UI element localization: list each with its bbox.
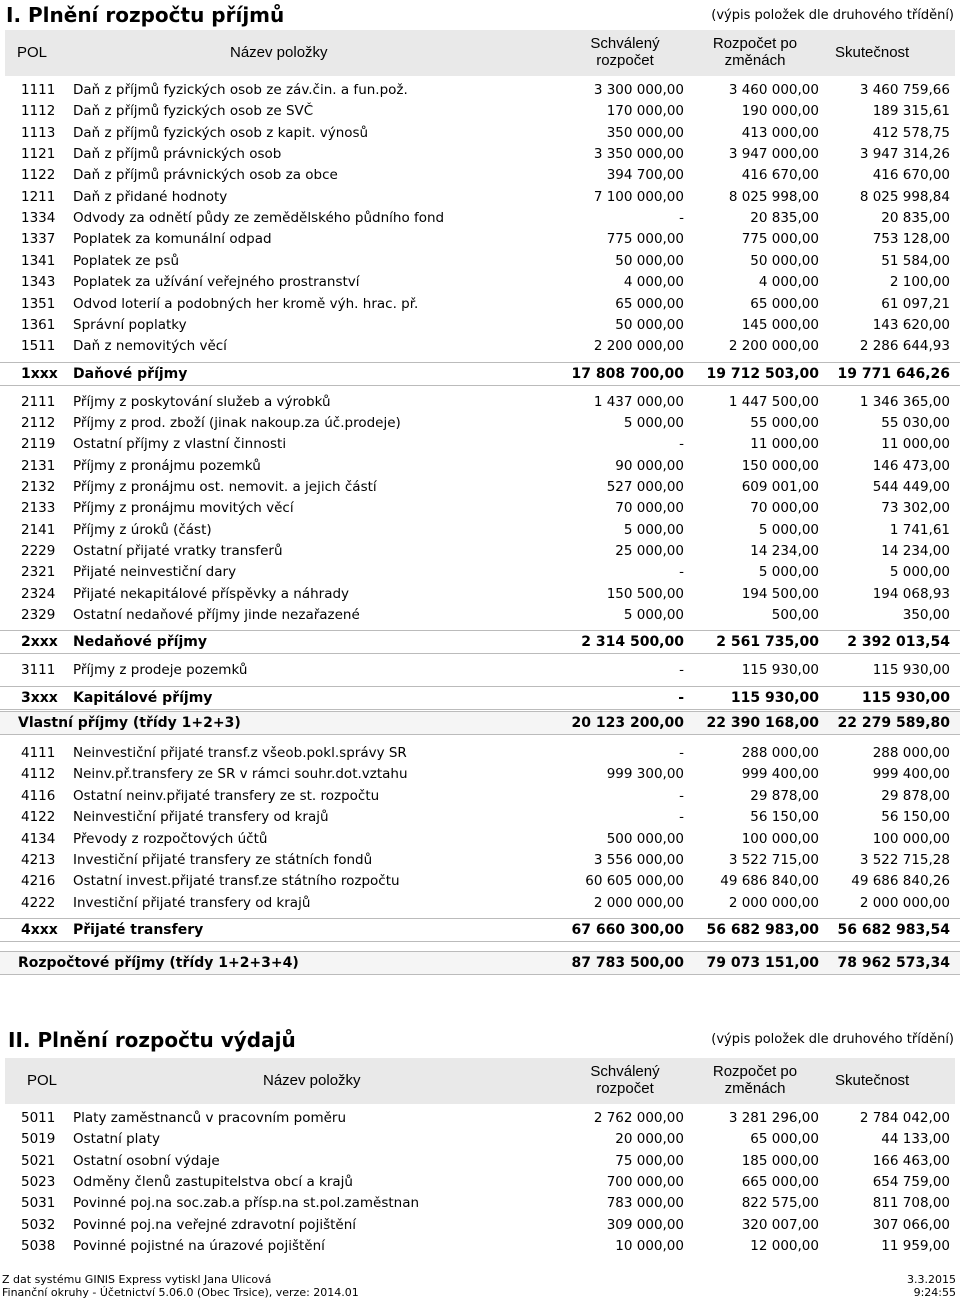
- row-approved: -: [679, 787, 684, 804]
- row-revised: 609 001,00: [741, 478, 819, 495]
- table-row: [0, 123, 960, 144]
- table-row: [0, 208, 960, 229]
- table-row: [0, 562, 960, 583]
- row-name: Příjmy z poskytování služeb a výrobků: [73, 393, 331, 410]
- row-pol: 1111: [21, 82, 56, 98]
- row-revised: 19 712 503,00: [706, 365, 819, 382]
- row-name: Příjmy z pronájmu pozemků: [73, 457, 261, 474]
- row-pol: 1121: [21, 146, 56, 163]
- table-row: [0, 1215, 960, 1236]
- row-pol: 2133: [21, 500, 56, 517]
- row-pol: 2132: [21, 478, 56, 495]
- row-approved: 1 437 000,00: [593, 393, 684, 410]
- row-actual: 11 959,00: [881, 1237, 950, 1254]
- income-section-note: (výpis položek dle druhového třídění): [711, 8, 954, 23]
- row-pol: 4112: [21, 766, 56, 783]
- header-approved: Schválený rozpočet: [590, 1063, 660, 1097]
- row-name: Ostatní nedaňové příjmy jinde nezařazené: [73, 607, 360, 624]
- subtotal-row: [0, 686, 960, 710]
- row-pol: 2119: [21, 436, 56, 453]
- row-revised: 3 947 000,00: [728, 146, 819, 163]
- row-name: Povinné pojistné na úrazové pojištění: [73, 1237, 325, 1254]
- row-actual: 29 878,00: [881, 787, 950, 804]
- header-actual: Skutečnost: [835, 1072, 910, 1089]
- row-revised: 56 682 983,00: [706, 922, 819, 938]
- row-actual: 22 279 589,80: [837, 715, 950, 731]
- table-row: [0, 434, 960, 455]
- row-approved: 527 000,00: [606, 478, 684, 495]
- row-revised: 2 561 735,00: [716, 634, 819, 651]
- table-row: [0, 165, 960, 186]
- table-row: [0, 807, 960, 828]
- row-revised: 4 000,00: [758, 274, 819, 291]
- subtotal-row: [0, 918, 960, 942]
- income-table-header: [5, 30, 955, 76]
- table-row: [0, 584, 960, 605]
- row-name: Ostatní přijaté vratky transferů: [73, 543, 283, 559]
- row-name: Daň z nemovitých věcí: [73, 338, 227, 355]
- row-name: Daň z příjmů fyzických osob ze záv.čin. a fun.pož.: [73, 82, 408, 98]
- row-actual: 78 962 573,34: [837, 955, 950, 971]
- row-name: Nedaňové příjmy: [73, 634, 207, 651]
- row-name: Daň z příjmů právnických osob: [73, 146, 282, 163]
- row-actual: 20 835,00: [881, 210, 950, 227]
- row-pol: 1351: [21, 295, 56, 312]
- row-revised: 145 000,00: [741, 316, 819, 333]
- income-section-title: I. Plnění rozpočtu příjmů: [6, 3, 285, 27]
- row-actual: 100 000,00: [872, 830, 950, 847]
- row-revised: 665 000,00: [741, 1173, 819, 1190]
- row-approved: 999 300,00: [606, 766, 684, 783]
- table-row: [0, 1236, 960, 1257]
- row-actual: 288 000,00: [872, 745, 950, 761]
- row-pol: 4216: [21, 873, 56, 890]
- row-revised: 2 200 000,00: [728, 338, 819, 355]
- row-pol: 4122: [21, 809, 56, 826]
- table-row: [0, 336, 960, 357]
- row-name: Převody z rozpočtových účtů: [73, 830, 268, 847]
- row-pol: 4213: [21, 852, 56, 868]
- header-name: Název položky: [230, 44, 328, 61]
- row-name: Ostatní platy: [73, 1131, 160, 1148]
- row-revised: 1 447 500,00: [728, 393, 819, 410]
- row-approved: 50 000,00: [615, 316, 684, 333]
- row-pol: 5021: [21, 1152, 56, 1169]
- row-actual: 49 686 840,26: [851, 873, 950, 890]
- table-row: [0, 520, 960, 541]
- row-revised: 822 575,00: [741, 1195, 819, 1212]
- row-name: Investiční přijaté transfery ze státních fondů: [73, 852, 373, 868]
- row-approved: -: [679, 436, 684, 453]
- table-row: [0, 605, 960, 626]
- row-actual: 544 449,00: [872, 478, 950, 495]
- row-approved: 5 000,00: [623, 607, 684, 624]
- row-actual: 19 771 646,26: [837, 365, 950, 382]
- row-name: Příjmy z prodeje pozemků: [73, 662, 248, 679]
- row-label: Vlastní příjmy (třídy 1+2+3): [18, 715, 241, 731]
- row-actual: 44 133,00: [881, 1131, 950, 1148]
- row-pol: 5011: [21, 1110, 56, 1126]
- row-approved: -: [679, 564, 684, 581]
- header-revised: Rozpočet po změnách: [712, 35, 798, 69]
- row-revised: 22 390 168,00: [706, 715, 819, 731]
- row-approved: 20 000,00: [615, 1131, 684, 1148]
- row-actual: 999 400,00: [872, 766, 950, 783]
- row-approved: 17 808 700,00: [571, 365, 684, 382]
- row-pol: 5031: [21, 1195, 56, 1212]
- row-approved: 7 100 000,00: [593, 188, 684, 205]
- expense-section-title: II. Plnění rozpočtu výdajů: [8, 1028, 296, 1052]
- row-approved: 3 350 000,00: [593, 146, 684, 163]
- row-pol: 2321: [21, 564, 56, 581]
- row-approved: 87 783 500,00: [571, 955, 684, 971]
- row-name: Investiční přijaté transfery od krajů: [73, 894, 311, 911]
- footer-system-info: Finanční okruhy - Účetnictví 5.06.0 (Obec Trsice), verze: 2014.01: [2, 1286, 359, 1299]
- row-name: Poplatek ze psů: [73, 252, 180, 269]
- footer-printed-by: Z dat systému GINIS Express vytiskl Jana Ulicová: [2, 1273, 272, 1286]
- row-name: Daň z přidané hodnoty: [73, 188, 228, 205]
- table-row: [0, 893, 960, 914]
- row-revised: 49 686 840,00: [720, 873, 819, 890]
- row-pol: 4134: [21, 830, 56, 847]
- row-revised: 5 000,00: [758, 521, 819, 538]
- row-pol: 4222: [21, 894, 56, 911]
- row-revised: 115 930,00: [730, 689, 819, 706]
- row-approved: 350 000,00: [606, 124, 684, 141]
- row-label: Rozpočtové příjmy (třídy 1+2+3+4): [18, 955, 299, 971]
- row-approved: 65 000,00: [615, 295, 684, 312]
- row-revised: 100 000,00: [741, 830, 819, 847]
- row-approved: 67 660 300,00: [571, 922, 684, 938]
- row-revised: 79 073 151,00: [706, 955, 819, 971]
- row-approved: 170 000,00: [606, 103, 684, 120]
- row-name: Neinvestiční přijaté transf.z všeob.pokl.správy SR: [73, 745, 407, 761]
- row-pol: 1122: [21, 167, 56, 184]
- row-revised: 413 000,00: [741, 124, 819, 141]
- row-actual: 3 947 314,26: [859, 146, 950, 163]
- row-name: Příjmy z prod. zboží (jinak nakoup.za úč.prodeje): [73, 414, 401, 431]
- expense-table-header: [5, 1058, 955, 1104]
- row-pol: 3xxx: [21, 689, 58, 706]
- row-name: Daň z příjmů fyzických osob z kapit. výnosů: [73, 124, 369, 141]
- row-actual: 73 302,00: [881, 500, 950, 517]
- row-name: Daň z příjmů právnických osob za obce: [73, 167, 338, 184]
- row-name: Poplatek za komunální odpad: [73, 231, 272, 248]
- row-name: Platy zaměstnanců v pracovním poměru: [73, 1110, 347, 1126]
- row-pol: 3111: [21, 662, 56, 679]
- row-pol: 1112: [21, 103, 56, 120]
- row-actual: 146 473,00: [872, 457, 950, 474]
- row-approved: 394 700,00: [606, 167, 684, 184]
- row-approved: 50 000,00: [615, 252, 684, 269]
- row-pol: 5032: [21, 1216, 56, 1233]
- row-pol: 2xxx: [21, 634, 58, 651]
- row-revised: 20 835,00: [750, 210, 819, 227]
- table-row: [0, 764, 960, 785]
- row-approved: 775 000,00: [606, 231, 684, 248]
- total-row: [0, 951, 960, 975]
- row-approved: 4 000,00: [623, 274, 684, 291]
- row-pol: 2111: [21, 393, 56, 410]
- table-row: [0, 829, 960, 850]
- row-actual: 61 097,21: [881, 295, 950, 312]
- row-revised: 50 000,00: [750, 252, 819, 269]
- row-name: Povinné poj.na soc.zab.a přísp.na st.pol.zaměstnan: [73, 1195, 420, 1212]
- row-revised: 320 007,00: [741, 1216, 819, 1233]
- row-actual: 2 286 644,93: [859, 338, 950, 355]
- row-approved: 60 605 000,00: [585, 873, 684, 890]
- row-actual: 2 000 000,00: [859, 894, 950, 911]
- row-pol: 1343: [21, 274, 56, 291]
- row-pol: 1211: [21, 188, 56, 205]
- row-actual: 8 025 998,84: [859, 188, 950, 205]
- row-name: Odvody za odnětí půdy ze zemědělského půdního fond: [73, 210, 445, 227]
- row-revised: 2 000 000,00: [728, 894, 819, 911]
- row-pol: 1341: [21, 252, 56, 269]
- row-approved: 20 123 200,00: [571, 715, 684, 731]
- row-actual: 1 346 365,00: [859, 393, 950, 410]
- row-actual: 143 620,00: [872, 316, 950, 333]
- table-row: [0, 541, 960, 562]
- row-revised: 194 500,00: [741, 585, 819, 602]
- row-pol: 1361: [21, 316, 56, 333]
- row-actual: 2 100,00: [889, 274, 950, 291]
- row-revised: 11 000,00: [750, 436, 819, 453]
- row-approved: 90 000,00: [615, 457, 684, 474]
- row-revised: 999 400,00: [741, 766, 819, 783]
- row-pol: 2324: [21, 585, 56, 602]
- row-approved: 2 314 500,00: [581, 634, 684, 651]
- row-approved: -: [679, 662, 684, 679]
- row-approved: 700 000,00: [606, 1173, 684, 1190]
- table-row: [0, 743, 960, 764]
- row-pol: 1xxx: [21, 365, 58, 382]
- row-revised: 150 000,00: [741, 457, 819, 474]
- row-name: Ostatní příjmy z vlastní činnosti: [73, 436, 287, 453]
- row-revised: 115 930,00: [741, 662, 819, 679]
- row-actual: 166 463,00: [872, 1152, 950, 1169]
- table-row: [0, 1129, 960, 1150]
- row-approved: -: [679, 745, 684, 761]
- row-approved: -: [679, 210, 684, 227]
- row-approved: 2 762 000,00: [593, 1110, 684, 1126]
- row-approved: 5 000,00: [623, 414, 684, 431]
- row-approved: 150 500,00: [606, 585, 684, 602]
- row-actual: 115 930,00: [872, 662, 950, 679]
- row-actual: 307 066,00: [872, 1216, 950, 1233]
- row-actual: 1 741,61: [889, 521, 950, 538]
- row-pol: 4116: [21, 787, 56, 804]
- header-pol: POL: [27, 1072, 58, 1089]
- table-row: [0, 413, 960, 434]
- row-name: Povinné poj.na veřejné zdravotní pojištění: [73, 1216, 357, 1233]
- row-actual: 194 068,93: [872, 585, 950, 602]
- row-approved: 783 000,00: [606, 1195, 684, 1212]
- row-pol: 2329: [21, 607, 56, 624]
- row-actual: 811 708,00: [872, 1195, 950, 1212]
- row-pol: 2112: [21, 414, 56, 431]
- row-name: Příjmy z pronájmu movitých věcí: [73, 500, 294, 517]
- table-row: [0, 850, 960, 871]
- row-name: Poplatek za užívání veřejného prostranství: [73, 274, 360, 291]
- row-approved: 309 000,00: [606, 1216, 684, 1233]
- row-revised: 56 150,00: [750, 809, 819, 826]
- row-actual: 55 030,00: [881, 414, 950, 431]
- row-approved: 500 000,00: [606, 830, 684, 847]
- row-revised: 70 000,00: [750, 500, 819, 517]
- row-revised: 14 234,00: [750, 543, 819, 559]
- row-revised: 3 281 296,00: [728, 1110, 819, 1126]
- row-revised: 5 000,00: [758, 564, 819, 581]
- table-row: [0, 1108, 960, 1129]
- row-actual: 2 784 042,00: [859, 1110, 950, 1126]
- row-actual: 115 930,00: [861, 689, 950, 706]
- row-name: Ostatní osobní výdaje: [73, 1152, 220, 1169]
- header-name: Název položky: [263, 1072, 361, 1089]
- table-row: [0, 187, 960, 208]
- row-name: Neinv.př.transfery ze SR v rámci souhr.dot.vztahu: [73, 766, 408, 783]
- table-row: [0, 144, 960, 165]
- row-revised: 3 522 715,00: [728, 852, 819, 868]
- row-actual: 3 522 715,28: [859, 852, 950, 868]
- subtotal-row: [0, 362, 960, 386]
- table-row: [0, 477, 960, 498]
- row-actual: 654 759,00: [872, 1173, 950, 1190]
- row-actual: 416 670,00: [872, 167, 950, 184]
- header-pol: POL: [17, 44, 48, 61]
- row-revised: 65 000,00: [750, 1131, 819, 1148]
- row-name: Přijaté neinvestiční dary: [73, 564, 237, 581]
- row-revised: 55 000,00: [750, 414, 819, 431]
- row-pol: 5023: [21, 1173, 56, 1190]
- row-approved: 5 000,00: [623, 521, 684, 538]
- row-pol: 5038: [21, 1237, 56, 1254]
- row-name: Kapitálové příjmy: [73, 689, 213, 706]
- row-pol: 1511: [21, 338, 56, 355]
- row-pol: 2229: [21, 543, 56, 559]
- row-actual: 3 460 759,66: [859, 82, 950, 98]
- row-pol: 4xxx: [21, 922, 58, 938]
- row-revised: 190 000,00: [741, 103, 819, 120]
- row-pol: 1113: [21, 124, 56, 141]
- row-name: Odvod loterií a podobných her kromě výh. hrac. př.: [73, 295, 419, 312]
- row-actual: 5 000,00: [889, 564, 950, 581]
- row-actual: 14 234,00: [881, 543, 950, 559]
- subtotal-row: [0, 630, 960, 654]
- row-revised: 500,00: [771, 607, 819, 624]
- table-row: [0, 272, 960, 293]
- header-actual: Skutečnost: [835, 44, 910, 61]
- footer-date: 3.3.2015: [907, 1273, 956, 1286]
- table-row: [0, 786, 960, 807]
- row-pol: 4111: [21, 745, 56, 761]
- table-row: [0, 498, 960, 519]
- row-approved: 2 200 000,00: [593, 338, 684, 355]
- table-row: [0, 1193, 960, 1214]
- row-revised: 288 000,00: [741, 745, 819, 761]
- row-name: Přijaté transfery: [73, 922, 204, 938]
- row-approved: 70 000,00: [615, 500, 684, 517]
- row-actual: 350,00: [902, 607, 950, 624]
- row-actual: 189 315,61: [872, 103, 950, 120]
- row-revised: 8 025 998,00: [728, 188, 819, 205]
- row-revised: 65 000,00: [750, 295, 819, 312]
- row-approved: 3 556 000,00: [593, 852, 684, 868]
- table-row: [0, 1172, 960, 1193]
- row-name: Daň z příjmů fyzických osob ze SVČ: [73, 103, 314, 120]
- table-row: [0, 871, 960, 892]
- row-name: Neinvestiční přijaté transfery od krajů: [73, 809, 329, 826]
- row-name: Ostatní invest.přijaté transf.ze státního rozpočtu: [73, 873, 400, 890]
- table-row: [0, 456, 960, 477]
- footer-time: 9:24:55: [913, 1286, 956, 1299]
- row-approved: -: [678, 689, 684, 706]
- row-approved: -: [679, 809, 684, 826]
- table-row: [0, 294, 960, 315]
- row-actual: 51 584,00: [881, 252, 950, 269]
- table-row: [0, 251, 960, 272]
- row-actual: 11 000,00: [881, 436, 950, 453]
- row-approved: 10 000,00: [615, 1237, 684, 1254]
- table-row: [0, 229, 960, 250]
- row-name: Daňové příjmy: [73, 365, 188, 382]
- row-name: Příjmy z úroků (část): [73, 521, 212, 538]
- header-revised: Rozpočet po změnách: [712, 1063, 798, 1097]
- row-revised: 185 000,00: [741, 1152, 819, 1169]
- total-row: [0, 711, 960, 735]
- row-actual: 753 128,00: [872, 231, 950, 248]
- table-row: [0, 315, 960, 336]
- row-pol: 1337: [21, 231, 56, 248]
- table-row: [0, 80, 960, 101]
- row-pol: 5019: [21, 1131, 56, 1148]
- row-approved: 3 300 000,00: [593, 82, 684, 98]
- row-actual: 56 150,00: [881, 809, 950, 826]
- row-approved: 25 000,00: [615, 543, 684, 559]
- table-row: [0, 392, 960, 413]
- row-actual: 2 392 013,54: [847, 634, 950, 651]
- table-row: [0, 660, 960, 681]
- row-revised: 3 460 000,00: [728, 82, 819, 98]
- row-pol: 2131: [21, 457, 56, 474]
- row-revised: 29 878,00: [750, 787, 819, 804]
- row-revised: 12 000,00: [750, 1237, 819, 1254]
- header-approved: Schválený rozpočet: [590, 35, 660, 69]
- row-approved: 2 000 000,00: [593, 894, 684, 911]
- row-name: Správní poplatky: [73, 316, 187, 333]
- row-name: Odměny členů zastupitelstva obcí a krajů: [73, 1173, 353, 1190]
- row-actual: 412 578,75: [872, 124, 950, 141]
- table-row: [0, 101, 960, 122]
- row-actual: 56 682 983,54: [837, 922, 950, 938]
- row-revised: 416 670,00: [741, 167, 819, 184]
- row-pol: 1334: [21, 210, 56, 227]
- row-name: Přijaté nekapitálové příspěvky a náhrady: [73, 585, 350, 602]
- row-name: Ostatní neinv.přijaté transfery ze st. rozpočtu: [73, 787, 380, 804]
- expense-section-note: (výpis položek dle druhového třídění): [711, 1032, 954, 1047]
- row-approved: 75 000,00: [615, 1152, 684, 1169]
- row-revised: 775 000,00: [741, 231, 819, 248]
- table-row: [0, 1151, 960, 1172]
- row-name: Příjmy z pronájmu ost. nemovit. a jejich částí: [73, 478, 377, 495]
- row-pol: 2141: [21, 521, 56, 538]
